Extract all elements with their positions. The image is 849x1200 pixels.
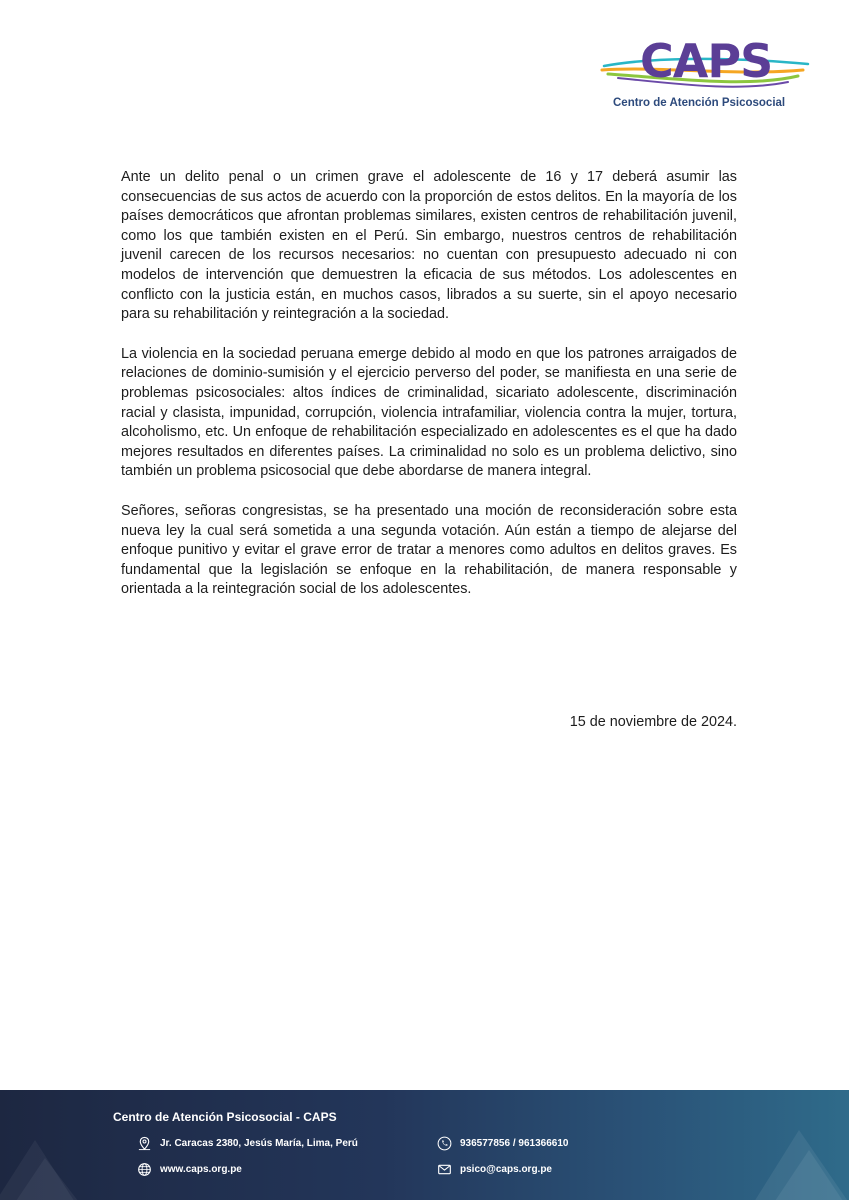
footer-website-text[interactable]: www.caps.org.pe [160,1164,242,1175]
footer-address-text: Jr. Caracas 2380, Jesús María, Lima, Perú [160,1138,358,1149]
footer-email[interactable] [437,1162,552,1177]
paragraph-3: Señores, señoras congresistas, se ha presentado una moción de reconsideración sobre esta nueva ley la cual será sometida a una segunda votación. Aún están a tiempo de alejarse del enfoque punitivo y evitar el grave error de tratar a menores como adultos en delitos graves. Es fundamental que la legislación se enfoque en la rehabilitación, de manera responsable y orientada a la reintegración social de los adolescentes. [121,502,737,598]
location-pin-icon [137,1136,152,1151]
globe-icon [137,1162,152,1177]
phone-icon [437,1136,452,1151]
footer-phone[interactable] [437,1136,568,1151]
paragraph-1: Ante un delito penal o un crimen grave el adolescente de 16 y 17 deberá asumir las consecuencias de sus actos de acuerdo con la proporción de estos delitos. En la mayoría de los países democráticos que afrontan problemas similares, existen centros de rehabilitación juvenil, como los que también existen en el Perú. Sin embargo, nuestros centros de rehabilitación juvenil carecen de los recursos necesarios: no cuentan con presupuesto adecuado ni con modelos de intervención que demuestren la eficacia de sus métodos. Los adolescentes en conflicto con la justicia están, en muchos casos, librados a su suerte, sin el apoyo necesario para su rehabilitación y reintegración a la sociedad. [121,169,737,323]
logo-text: CAPS [640,34,773,88]
footer-website[interactable] [137,1162,242,1177]
caps-logo [598,36,813,116]
paragraph-2: La violencia en la sociedad peruana emerge debido al modo en que los patrones arraigados de relaciones de dominio-sumisión y el ejercicio perverso del poder, se manifiesta en una serie de problemas psicosociales: altos índices de criminalidad, sicariato adolescente, discriminación racial y clasista, impunidad, corrupción, violencia intrafamiliar, violencia contra la mujer, tortura, alcoholismo, etc. Un enfoque de rehabilitación especializado en adolescentes es el que ha dado mejores resultados en diferentes países. La criminalidad no solo es un problema delictivo, sino también un problema psicosocial que debe abordarse de manera integral. [121,345,737,480]
logo-subtitle: Centro de Atención Psicosocial [613,97,786,109]
footer-decoration-right-icon [739,1110,849,1200]
envelope-icon [437,1162,452,1177]
footer-title: Centro de Atención Psicosocial - CAPS [113,1110,337,1124]
letter-date: 15 de noviembre de 2024. [569,714,737,730]
footer-bar [0,1090,849,1200]
footer-address [137,1136,358,1151]
footer-decoration-left-icon [0,1110,100,1200]
letter-body [121,168,737,620]
footer-email-text[interactable]: psico@caps.org.pe [460,1164,552,1175]
footer-phone-text[interactable]: 936577856 / 961366610 [460,1138,569,1149]
